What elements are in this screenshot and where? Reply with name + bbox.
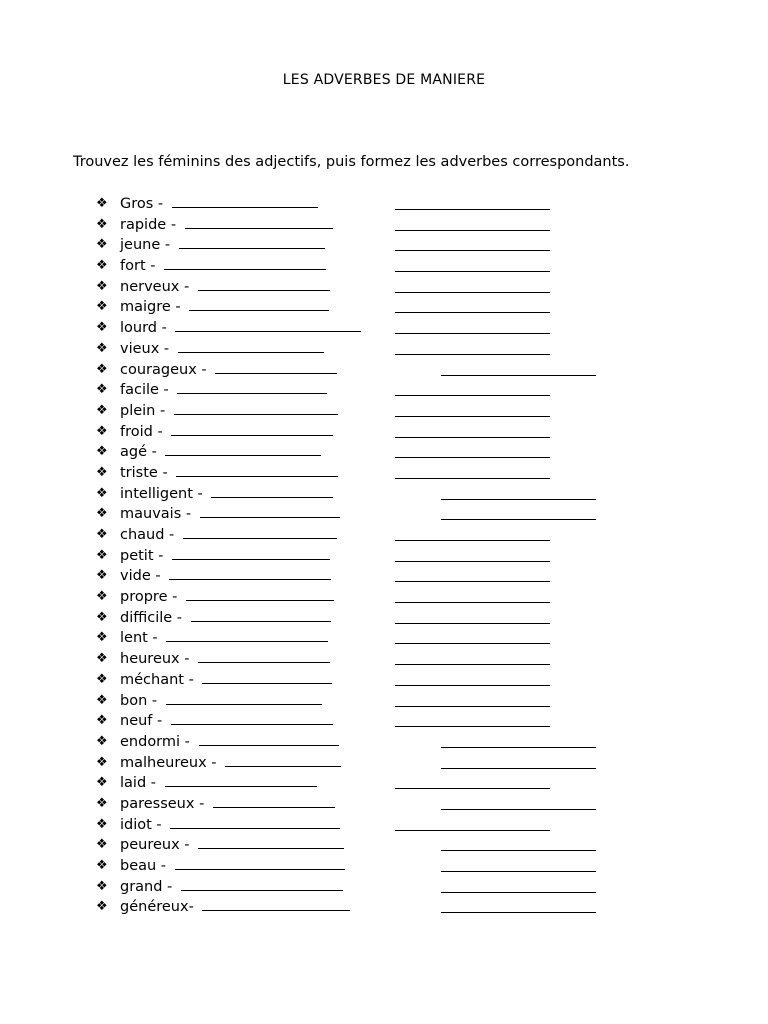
feminine-answer-blank[interactable] xyxy=(178,351,324,353)
item-text xyxy=(120,711,333,731)
diamond-four-point-icon: ❖ xyxy=(96,423,108,439)
feminine-answer-blank[interactable] xyxy=(176,475,338,477)
list-item xyxy=(96,566,616,587)
feminine-answer-blank[interactable] xyxy=(166,703,322,705)
separator: - xyxy=(155,402,170,419)
diamond-four-point-icon: ❖ xyxy=(96,878,108,894)
adverb-answer-blank[interactable] xyxy=(395,333,550,334)
item-text xyxy=(120,649,330,669)
adjective-word: triste xyxy=(120,464,158,481)
separator: - xyxy=(170,299,186,316)
adjective-word: laid xyxy=(120,775,147,792)
adverb-answer-blank[interactable] xyxy=(395,602,550,603)
item-text xyxy=(120,277,330,297)
adverb-answer-blank[interactable] xyxy=(395,457,550,458)
feminine-answer-blank[interactable] xyxy=(169,578,331,580)
separator: - xyxy=(180,733,195,750)
adjective-word: froid xyxy=(120,423,153,440)
separator: - xyxy=(188,899,199,916)
list-item xyxy=(96,235,616,256)
adverb-answer-blank[interactable] xyxy=(441,850,596,851)
separator: - xyxy=(151,816,167,833)
separator: - xyxy=(145,258,161,275)
feminine-answer-blank[interactable] xyxy=(164,268,326,270)
adverb-answer-blank[interactable] xyxy=(395,664,550,665)
diamond-four-point-icon: ❖ xyxy=(96,278,108,294)
separator: - xyxy=(196,361,212,378)
list-item xyxy=(96,628,616,649)
separator: - xyxy=(147,630,163,647)
list-item xyxy=(96,732,616,753)
adjective-word: facile xyxy=(120,382,159,399)
adjective-word: agé xyxy=(120,444,148,461)
diamond-four-point-icon: ❖ xyxy=(96,899,108,915)
diamond-four-point-icon: ❖ xyxy=(96,713,108,729)
separator: - xyxy=(183,671,199,688)
adverb-answer-blank[interactable] xyxy=(395,830,550,831)
adjective-word: idiot xyxy=(120,816,152,833)
adjective-word: vieux xyxy=(120,340,160,357)
separator: - xyxy=(152,423,168,440)
list-item xyxy=(96,422,616,443)
list-item xyxy=(96,463,616,484)
adverb-answer-blank[interactable] xyxy=(395,623,550,624)
adjective-word: fort xyxy=(120,258,146,275)
adverb-answer-blank[interactable] xyxy=(395,788,550,789)
diamond-four-point-icon: ❖ xyxy=(96,320,108,336)
adjective-word: nerveux xyxy=(120,278,180,295)
diamond-four-point-icon: ❖ xyxy=(96,795,108,811)
adjective-word: lourd xyxy=(120,320,158,337)
diamond-four-point-icon: ❖ xyxy=(96,837,108,853)
diamond-four-point-icon: ❖ xyxy=(96,671,108,687)
list-item xyxy=(96,256,616,277)
diamond-four-point-icon: ❖ xyxy=(96,527,108,542)
separator: - xyxy=(158,382,174,399)
list-item xyxy=(96,773,616,794)
item-text xyxy=(120,339,324,359)
feminine-answer-blank[interactable] xyxy=(225,765,341,767)
diamond-four-point-icon: ❖ xyxy=(96,547,108,563)
diamond-four-point-icon: ❖ xyxy=(96,651,108,667)
adverb-answer-blank[interactable] xyxy=(395,540,550,541)
adverb-answer-blank[interactable] xyxy=(395,706,550,707)
item-text xyxy=(120,235,325,255)
item-text xyxy=(120,628,328,648)
list-item xyxy=(96,587,616,608)
feminine-answer-blank[interactable] xyxy=(198,847,344,849)
separator: - xyxy=(172,609,187,626)
feminine-answer-blank[interactable] xyxy=(171,723,333,725)
item-text xyxy=(120,525,337,545)
separator: - xyxy=(153,547,168,564)
list-item xyxy=(96,360,616,381)
diamond-four-point-icon: ❖ xyxy=(96,858,108,873)
list-item xyxy=(96,835,616,856)
list-item xyxy=(96,504,616,525)
adjective-list xyxy=(96,194,616,918)
adverb-answer-blank[interactable] xyxy=(441,499,596,500)
adverb-answer-blank[interactable] xyxy=(395,395,550,396)
item-text xyxy=(120,318,361,338)
adjective-word: bon xyxy=(120,692,148,709)
feminine-answer-blank[interactable] xyxy=(202,682,332,684)
feminine-answer-blank[interactable] xyxy=(198,661,330,663)
adverb-answer-blank[interactable] xyxy=(395,292,550,293)
adverb-answer-blank[interactable] xyxy=(395,478,550,479)
adjective-word: heureux xyxy=(120,651,180,668)
feminine-answer-blank[interactable] xyxy=(202,909,350,911)
adverb-answer-blank[interactable] xyxy=(441,375,596,376)
item-text xyxy=(120,194,318,214)
adjective-word: méchant xyxy=(120,671,184,688)
separator: - xyxy=(162,878,177,895)
separator: - xyxy=(156,858,171,874)
separator: - xyxy=(166,216,181,233)
separator: - xyxy=(153,196,168,212)
list-item xyxy=(96,339,616,360)
list-item xyxy=(96,711,616,732)
separator: - xyxy=(181,506,196,523)
item-text xyxy=(120,566,331,586)
adjective-word: lent xyxy=(120,630,148,647)
adverb-answer-blank[interactable] xyxy=(395,581,550,582)
feminine-answer-blank[interactable] xyxy=(185,227,333,229)
diamond-four-point-icon: ❖ xyxy=(96,340,108,356)
adverb-answer-blank[interactable] xyxy=(441,768,596,769)
adjective-word: malheureux xyxy=(120,754,207,771)
adverb-answer-blank[interactable] xyxy=(441,809,596,810)
item-text xyxy=(120,897,350,917)
diamond-four-point-icon: ❖ xyxy=(96,568,108,584)
item-text xyxy=(120,422,333,442)
item-text xyxy=(120,856,345,876)
item-text xyxy=(120,587,334,607)
adverb-answer-blank[interactable] xyxy=(395,685,550,686)
diamond-four-point-icon: ❖ xyxy=(96,216,108,232)
diamond-four-point-icon: ❖ xyxy=(96,630,108,646)
separator: - xyxy=(179,278,194,295)
item-text xyxy=(120,401,338,421)
page-title: LES ADVERBES DE MANIERE xyxy=(282,72,486,88)
item-text xyxy=(120,546,330,566)
separator: - xyxy=(164,527,179,543)
diamond-four-point-icon: ❖ xyxy=(96,258,108,274)
list-item xyxy=(96,815,616,836)
feminine-answer-blank[interactable] xyxy=(172,206,318,208)
diamond-four-point-icon: ❖ xyxy=(96,506,108,522)
list-item xyxy=(96,691,616,712)
feminine-answer-blank[interactable] xyxy=(213,806,335,808)
feminine-answer-blank[interactable] xyxy=(171,434,333,436)
adjective-word: endormi xyxy=(120,733,181,750)
diamond-four-point-icon: ❖ xyxy=(96,361,108,377)
feminine-answer-blank[interactable] xyxy=(183,537,337,539)
list-item xyxy=(96,277,616,298)
feminine-answer-blank[interactable] xyxy=(191,620,331,622)
separator: - xyxy=(160,237,175,254)
list-item xyxy=(96,194,616,215)
separator: - xyxy=(157,464,173,481)
adverb-answer-blank[interactable] xyxy=(441,871,596,872)
feminine-answer-blank[interactable] xyxy=(174,413,338,415)
item-text xyxy=(120,442,321,462)
list-item xyxy=(96,546,616,567)
diamond-four-point-icon: ❖ xyxy=(96,299,108,315)
adjective-word: propre xyxy=(120,589,168,606)
adjective-word: grand xyxy=(120,878,163,895)
separator: - xyxy=(146,775,161,792)
diamond-four-point-icon: ❖ xyxy=(96,754,108,770)
list-item xyxy=(96,877,616,898)
feminine-answer-blank[interactable] xyxy=(165,785,317,787)
adverb-answer-blank[interactable] xyxy=(395,230,550,231)
diamond-four-point-icon: ❖ xyxy=(96,775,108,791)
adjective-word: rapide xyxy=(120,216,167,233)
list-item xyxy=(96,856,616,877)
feminine-answer-blank[interactable] xyxy=(175,868,345,870)
separator: - xyxy=(179,837,195,854)
adverb-answer-blank[interactable] xyxy=(395,561,550,562)
list-item xyxy=(96,897,616,918)
item-text xyxy=(120,794,335,814)
item-text xyxy=(120,877,343,897)
diamond-four-point-icon: ❖ xyxy=(96,485,108,501)
separator: - xyxy=(147,692,162,709)
item-text xyxy=(120,504,340,524)
list-item xyxy=(96,215,616,236)
adverb-answer-blank[interactable] xyxy=(395,354,550,355)
list-item xyxy=(96,753,616,774)
adverb-answer-blank[interactable] xyxy=(441,747,596,748)
item-text xyxy=(120,670,332,690)
adverb-answer-blank[interactable] xyxy=(395,209,550,210)
adverb-answer-blank[interactable] xyxy=(395,416,550,417)
item-text xyxy=(120,297,329,317)
adverb-answer-blank[interactable] xyxy=(441,892,596,893)
feminine-answer-blank[interactable] xyxy=(215,372,337,374)
item-text xyxy=(120,463,338,483)
list-item xyxy=(96,442,616,463)
feminine-answer-blank[interactable] xyxy=(165,454,321,456)
item-text xyxy=(120,815,340,835)
separator: - xyxy=(167,589,182,606)
item-text xyxy=(120,256,326,276)
item-text xyxy=(120,608,331,628)
separator: - xyxy=(157,320,172,337)
diamond-four-point-icon: ❖ xyxy=(96,237,108,253)
adjective-word: paresseux xyxy=(120,795,195,812)
list-item xyxy=(96,794,616,815)
instructions-text: Trouvez les féminins des adjectifs, puis formez les adverbes correspondants. xyxy=(73,154,630,170)
separator: - xyxy=(159,340,174,357)
diamond-four-point-icon: ❖ xyxy=(96,196,108,211)
diamond-four-point-icon: ❖ xyxy=(96,444,108,460)
list-item xyxy=(96,297,616,318)
adjective-word: intelligent xyxy=(120,485,193,502)
adjective-word: Gros xyxy=(120,196,154,212)
adjective-word: généreux xyxy=(120,899,189,916)
adjective-word: chaud xyxy=(120,527,165,543)
separator: - xyxy=(150,568,166,585)
item-text xyxy=(120,215,333,235)
adjective-word: peureux xyxy=(120,837,180,854)
separator: - xyxy=(179,651,195,668)
item-text xyxy=(120,380,327,400)
feminine-answer-blank[interactable] xyxy=(179,247,325,249)
feminine-answer-blank[interactable] xyxy=(181,889,343,891)
feminine-answer-blank[interactable] xyxy=(198,289,330,291)
adjective-word: vide xyxy=(120,568,151,585)
list-item xyxy=(96,484,616,505)
feminine-answer-blank[interactable] xyxy=(200,516,340,518)
adjective-word: beau xyxy=(120,858,157,874)
adjective-word: maigre xyxy=(120,299,171,316)
separator: - xyxy=(152,713,167,730)
list-item xyxy=(96,608,616,629)
item-text xyxy=(120,484,333,504)
list-item xyxy=(96,318,616,339)
feminine-answer-blank[interactable] xyxy=(186,599,334,601)
feminine-answer-blank[interactable] xyxy=(175,330,361,332)
adverb-answer-blank[interactable] xyxy=(441,912,596,913)
diamond-four-point-icon: ❖ xyxy=(96,464,108,480)
list-item xyxy=(96,401,616,422)
adverb-answer-blank[interactable] xyxy=(395,271,550,272)
diamond-four-point-icon: ❖ xyxy=(96,589,108,605)
adverb-answer-blank[interactable] xyxy=(395,250,550,251)
adjective-word: courageux xyxy=(120,361,197,378)
feminine-answer-blank[interactable] xyxy=(211,496,333,498)
feminine-answer-blank[interactable] xyxy=(172,558,330,560)
separator: - xyxy=(192,485,208,502)
separator: - xyxy=(194,795,209,812)
diamond-four-point-icon: ❖ xyxy=(96,402,108,418)
adjective-word: difficile xyxy=(120,609,173,626)
feminine-answer-blank[interactable] xyxy=(189,309,329,311)
adjective-word: petit xyxy=(120,547,154,564)
separator: - xyxy=(206,754,222,771)
item-text xyxy=(120,753,341,773)
list-item xyxy=(96,525,616,546)
adjective-word: jeune xyxy=(120,237,161,254)
adverb-answer-blank[interactable] xyxy=(441,519,596,520)
feminine-answer-blank[interactable] xyxy=(166,640,328,642)
item-text xyxy=(120,691,322,711)
diamond-four-point-icon: ❖ xyxy=(96,609,108,625)
adjective-word: plein xyxy=(120,402,156,419)
separator: - xyxy=(147,444,162,461)
list-item xyxy=(96,670,616,691)
adverb-answer-blank[interactable] xyxy=(395,312,550,313)
list-item xyxy=(96,649,616,670)
item-text xyxy=(120,835,344,855)
diamond-four-point-icon: ❖ xyxy=(96,733,108,749)
feminine-answer-blank[interactable] xyxy=(199,744,339,746)
adverb-answer-blank[interactable] xyxy=(395,437,550,438)
item-text xyxy=(120,773,317,793)
adjective-word: neuf xyxy=(120,713,153,730)
list-item xyxy=(96,380,616,401)
adverb-answer-blank[interactable] xyxy=(395,726,550,727)
feminine-answer-blank[interactable] xyxy=(170,827,340,829)
diamond-four-point-icon: ❖ xyxy=(96,692,108,708)
item-text xyxy=(120,732,339,752)
adjective-word: mauvais xyxy=(120,506,182,523)
adverb-answer-blank[interactable] xyxy=(395,643,550,644)
item-text xyxy=(120,360,337,380)
diamond-four-point-icon: ❖ xyxy=(96,382,108,398)
feminine-answer-blank[interactable] xyxy=(177,392,327,394)
diamond-four-point-icon: ❖ xyxy=(96,816,108,832)
